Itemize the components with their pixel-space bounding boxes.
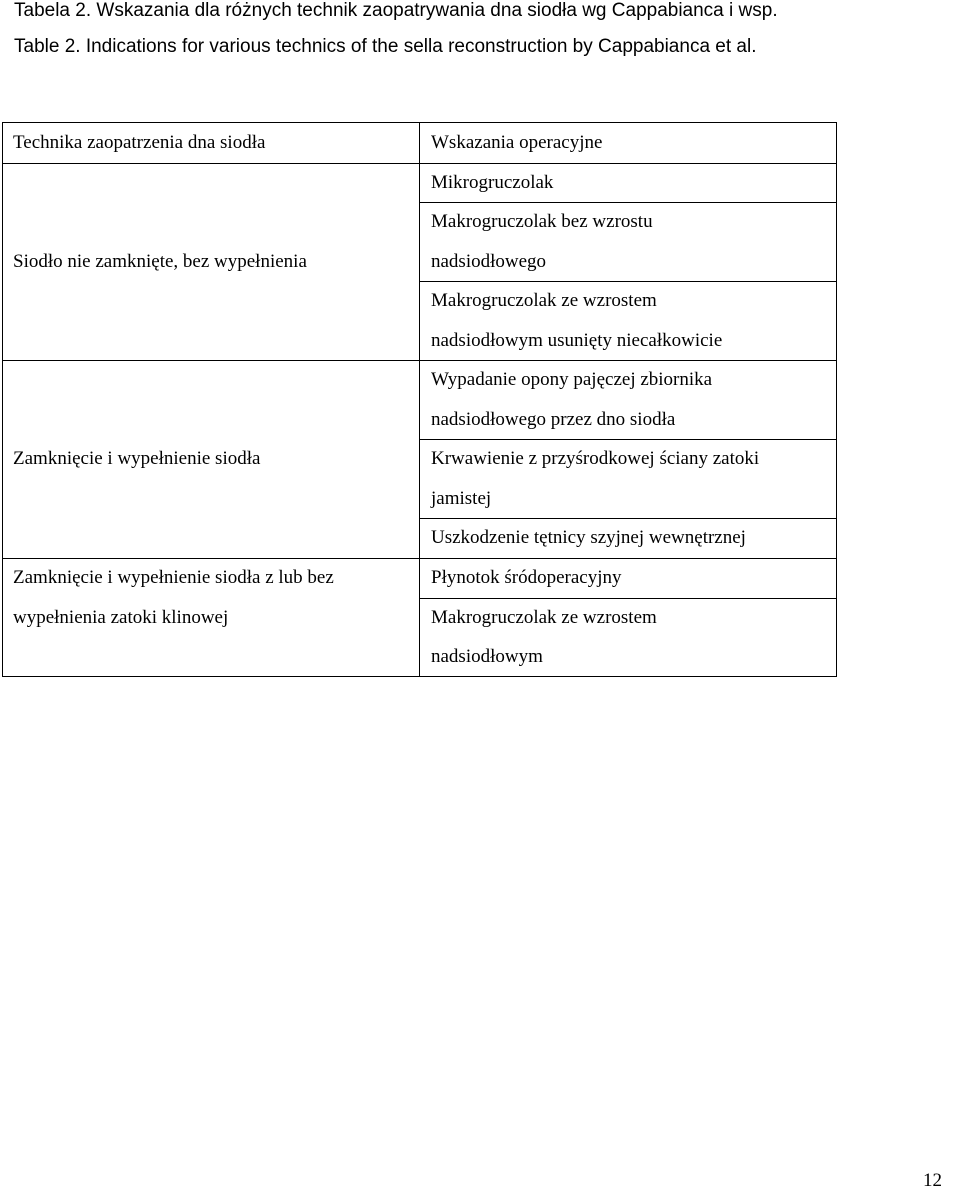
indication-line: Makrogruczolak ze wzrostem xyxy=(431,290,657,311)
indication-line: Krwawienie z przyśrodkowej ściany zatoki xyxy=(431,448,760,469)
table-caption-english: Table 2. Indications for various technics of the sella reconstruction by Cappabianca et al. xyxy=(14,36,757,57)
indication-line: Makrogruczolak ze wzrostem xyxy=(431,607,657,628)
technique-cell: wypełnienia zatoki klinowej xyxy=(13,607,229,628)
technique-cell: Zamknięcie i wypełnienie siodła xyxy=(13,448,261,469)
indication-line: Uszkodzenie tętnicy szyjnej wewnętrznej xyxy=(431,527,746,548)
indications-table xyxy=(2,122,837,677)
header-technique: Technika zaopatrzenia dna siodła xyxy=(13,132,266,153)
indication-line: jamistej xyxy=(431,488,492,509)
page-number: 12 xyxy=(923,1170,942,1191)
indication-line: nadsiodłowym usunięty niecałkowicie xyxy=(431,330,723,351)
header-divider xyxy=(3,163,836,164)
indication-line: Mikrogruczolak xyxy=(431,172,554,193)
indication-line: nadsiodłowego xyxy=(431,251,547,272)
indication-line: nadsiodłowym xyxy=(431,646,543,667)
technique-cell: Siodło nie zamknięte, bez wypełnienia xyxy=(13,251,307,272)
indication-line: Wypadanie opony pajęczej zbiornika xyxy=(431,369,713,390)
indication-line: nadsiodłowego przez dno siodła xyxy=(431,409,676,430)
table-caption-polish: Tabela 2. Wskazania dla różnych technik zaopatrywania dna siodła wg Cappabianca i wsp. xyxy=(14,0,778,21)
indication-line: Makrogruczolak bez wzrostu xyxy=(431,211,653,232)
indication-line: Płynotok śródoperacyjny xyxy=(431,567,622,588)
column-divider xyxy=(419,123,420,676)
header-indications: Wskazania operacyjne xyxy=(431,132,603,153)
technique-cell: Zamknięcie i wypełnienie siodła z lub bez xyxy=(13,567,334,588)
